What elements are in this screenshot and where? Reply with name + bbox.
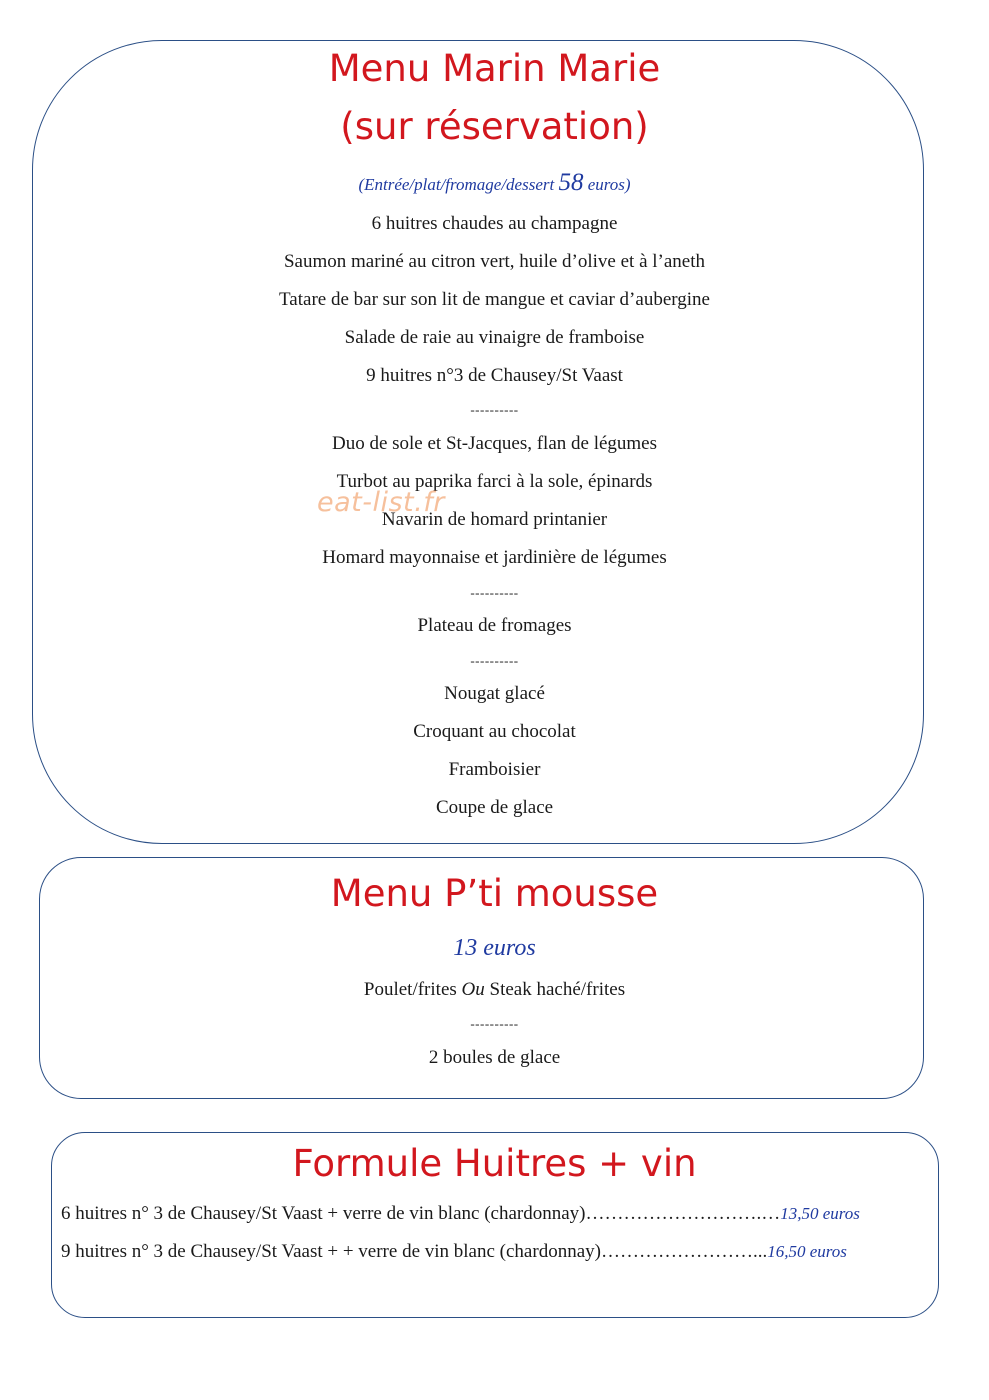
formule-item	[61, 1240, 847, 1264]
menu-ptit-mousse-price: 13 euros	[453, 935, 536, 961]
price-prefix: (Entrée/plat/fromage/dessert	[358, 175, 555, 194]
formule-item	[61, 1202, 860, 1226]
plat-item: Homard mayonnaise et jardinière de légumes	[322, 547, 667, 568]
price-number: 58	[558, 169, 584, 196]
plat-item: Duo de sole et St-Jacques, flan de légumes	[331, 433, 658, 454]
entree-item: Salade de raie au vinaigre de framboise	[344, 327, 645, 348]
dessert-item: Coupe de glace	[435, 797, 554, 818]
plat-option-a: Poulet/frites	[363, 979, 462, 1000]
separator: ----------	[470, 653, 519, 668]
menu-marin-marie-price	[0, 168, 989, 200]
separator: ----------	[470, 585, 519, 600]
formule-item-price: 16,50 euros	[767, 1242, 847, 1261]
menu-ptit-mousse-title: Menu P’ti mousse	[330, 872, 659, 915]
entree-item: 9 huitres n°3 de Chausey/St Vaast	[366, 365, 623, 386]
price-suffix: euros)	[587, 175, 631, 194]
formule-item-text: 9 huitres n° 3 de Chausey/St Vaast + + verre de vin blanc (chardonnay)……………………...	[61, 1241, 768, 1262]
entree-item: 6 huitres chaudes au champagne	[371, 213, 618, 234]
separator: ----------	[470, 402, 519, 417]
ptit-mousse-plat	[0, 978, 989, 1002]
dessert-item: Croquant au chocolat	[413, 721, 576, 742]
menu-marin-marie-title: Menu Marin Marie	[328, 47, 661, 90]
plat-or-word: Ou	[461, 979, 485, 1000]
plat-item: Turbot au paprika farci à la sole, épinards	[336, 471, 653, 492]
formule-item-price: 13,50 euros	[780, 1204, 860, 1223]
plat-option-b: Steak haché/frites	[484, 979, 626, 1000]
ptit-mousse-dessert: 2 boules de glace	[428, 1047, 561, 1068]
separator: ----------	[470, 1016, 519, 1031]
plat-item: Navarin de homard printanier	[381, 509, 608, 530]
dessert-item: Nougat glacé	[444, 683, 545, 704]
entree-item: Tatare de bar sur son lit de mangue et caviar d’aubergine	[279, 289, 710, 310]
dessert-item: Framboisier	[448, 759, 541, 780]
menu-marin-marie-subtitle: (sur réservation)	[340, 105, 649, 148]
entree-item: Saumon mariné au citron vert, huile d’olive et à l’aneth	[283, 251, 706, 272]
watermark-logo: eat-list.fr	[317, 487, 445, 518]
formule-huitres-title: Formule Huitres + vin	[292, 1142, 697, 1185]
fromage-item: Plateau de fromages	[417, 615, 572, 636]
formule-item-text: 6 huitres n° 3 de Chausey/St Vaast + verre de vin blanc (chardonnay)……………………….…	[61, 1203, 781, 1224]
